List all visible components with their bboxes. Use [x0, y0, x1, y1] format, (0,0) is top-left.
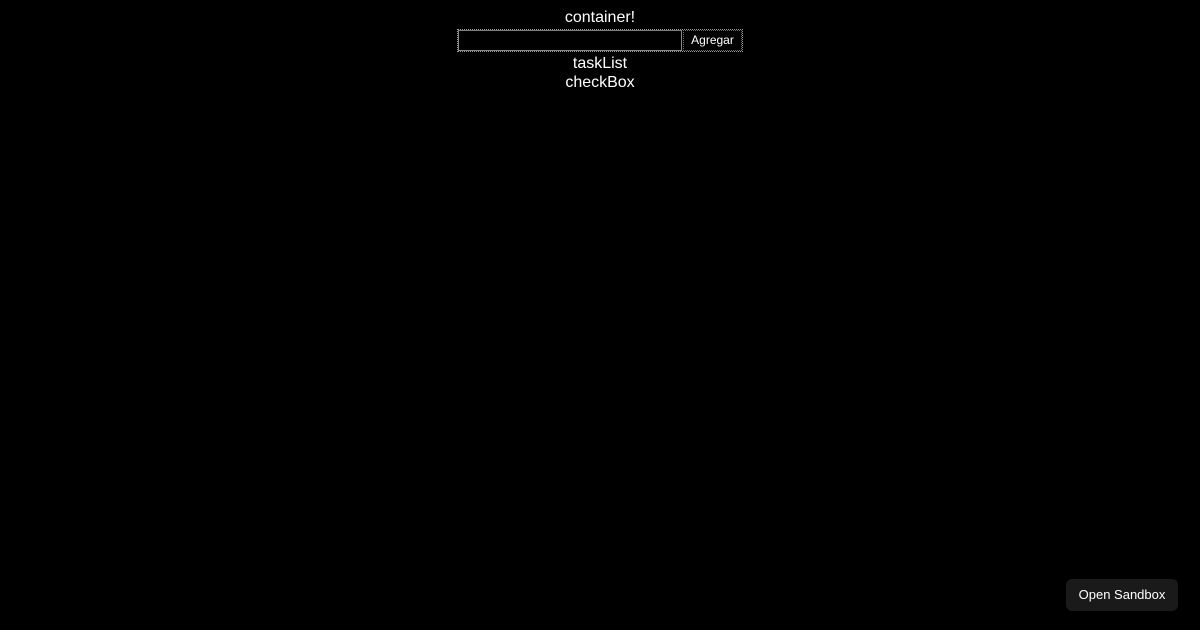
app-container	[0, 0, 1200, 92]
container-label: container!	[564, 9, 636, 26]
add-task-button[interactable]: Agregar	[683, 30, 742, 51]
add-task-form	[458, 30, 742, 51]
task-list-section	[0, 54, 1200, 92]
task-input[interactable]	[458, 30, 682, 51]
task-list-label: taskList	[572, 55, 628, 72]
checkbox-label: checkBox	[565, 74, 635, 91]
open-sandbox-button[interactable]: Open Sandbox	[1066, 579, 1178, 611]
